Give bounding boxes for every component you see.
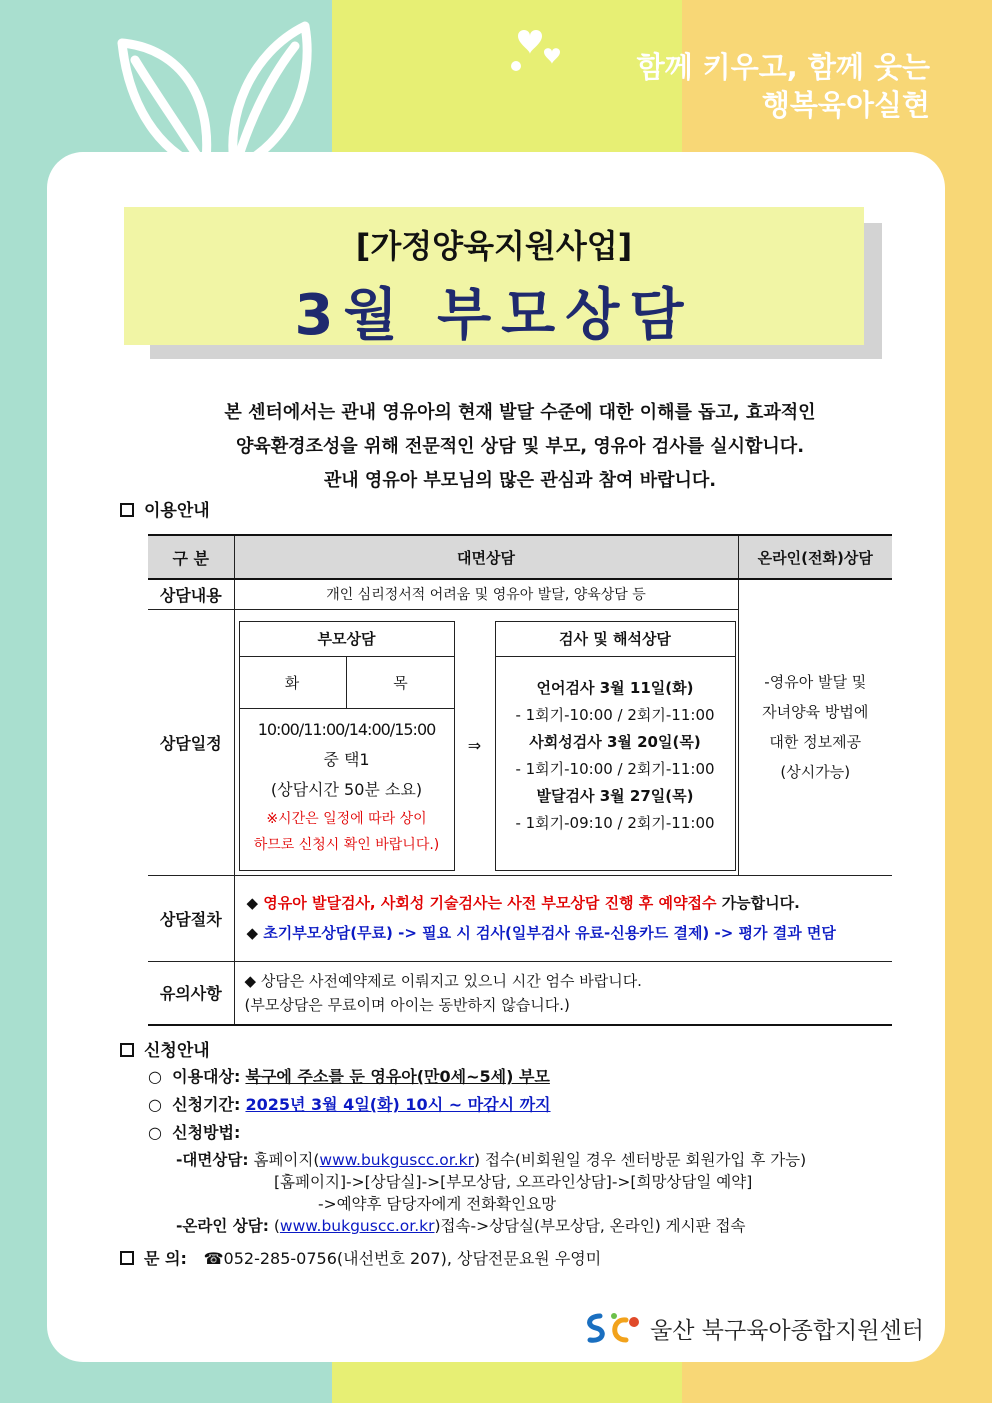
duration-text: (상담시간 50분 소요) bbox=[270, 780, 423, 799]
row-label-schedule: 상담일정 bbox=[148, 609, 234, 875]
hearts-icon bbox=[508, 22, 570, 72]
apply-face bbox=[176, 1148, 806, 1170]
note-1: 상담은 사전예약제로 이뤄지고 있으니 시간 엄수 바랍니다. bbox=[260, 971, 642, 990]
times-text: 10:00/11:00/14:00/15:00 bbox=[257, 720, 436, 739]
online-info bbox=[738, 579, 892, 875]
test-list bbox=[495, 669, 736, 837]
contact-text: 052-285-0756(내선번호 207), 상담전문요원 우영미 bbox=[223, 1249, 602, 1268]
intro-text bbox=[120, 396, 920, 498]
checkbox-square-icon bbox=[120, 503, 134, 517]
schedule-box bbox=[235, 611, 738, 873]
test-head: 검사 및 해석상담 bbox=[495, 621, 736, 657]
target-value: 북구에 주소를 둔 영유아(만0세~5세) 부모 bbox=[245, 1067, 550, 1086]
page-title: 3월 부모상담 bbox=[294, 283, 694, 348]
online-key: -온라인 상담: bbox=[176, 1217, 269, 1235]
footer-org-name: 울산 북구육아종합지원센터 bbox=[650, 1318, 924, 1344]
online-line-1: -영유아 발달 및 bbox=[764, 673, 867, 692]
day-thu: 목 bbox=[347, 657, 455, 709]
table-row bbox=[148, 875, 892, 961]
phone-icon: ☎ bbox=[203, 1249, 224, 1268]
target-key: 이용대상: bbox=[172, 1067, 241, 1086]
online-line-4: (상시가능) bbox=[780, 763, 851, 782]
face-pre: 홈페이지( bbox=[253, 1151, 320, 1169]
online-line-3: 대한 정보제공 bbox=[769, 733, 862, 752]
apply-period bbox=[148, 1092, 551, 1115]
test1-time: - 1회기-10:00 / 2회기-11:00 bbox=[515, 706, 715, 724]
section-apply-label: 신청안내 bbox=[144, 1041, 210, 1061]
apply-method bbox=[148, 1120, 240, 1143]
contact-label: 문 의: bbox=[144, 1249, 187, 1268]
face-line-2: [홈페이지]->[상담실]->[부모상담, 오프라인상담]->[희망상담일 예약] bbox=[274, 1173, 753, 1191]
header-online: 온라인(전화)상담 bbox=[738, 535, 892, 579]
procedure-line-1: ◆ 영유아 발달검사, 사회성 기술검사는 사전 부모상담 진행 후 예약접수 가능합니다. bbox=[246, 894, 800, 912]
period-key: 신청기간: bbox=[172, 1095, 241, 1114]
section-apply-heading bbox=[120, 1036, 210, 1061]
procedure-rest: 가능합니다. bbox=[716, 894, 800, 912]
test2-title: 사회성검사 3월 20일(목) bbox=[529, 733, 701, 751]
homepage-link[interactable]: www.bukguscc.or.kr bbox=[319, 1151, 475, 1169]
slogan-line-1: 함께 키우고, 함께 웃는 bbox=[636, 50, 930, 84]
row-label-content: 상담내용 bbox=[148, 579, 234, 609]
homepage-link-2[interactable]: www.bukguscc.or.kr bbox=[279, 1217, 435, 1235]
content-value: 개인 심리정서적 어려움 및 영유아 발달, 양육상담 등 bbox=[234, 579, 738, 609]
face-key: -대면상담: bbox=[176, 1151, 249, 1169]
section-usage-heading bbox=[120, 496, 210, 521]
info-table bbox=[148, 534, 892, 1026]
test2-time: - 1회기-10:00 / 2회기-11:00 bbox=[515, 760, 715, 778]
title-program: [가정양육지원사업] bbox=[355, 227, 633, 265]
test3-time: - 1회기-09:10 / 2회기-11:00 bbox=[515, 814, 715, 832]
method-key: 신청방법: bbox=[172, 1123, 241, 1142]
title-box bbox=[124, 207, 864, 348]
apply-target bbox=[148, 1064, 550, 1087]
online-pre: ( bbox=[273, 1217, 280, 1235]
table-row bbox=[148, 961, 892, 1025]
schedule-cell bbox=[234, 609, 738, 875]
parent-consult-head: 부모상담 bbox=[239, 621, 455, 657]
checkbox-square-icon bbox=[120, 1251, 134, 1265]
row-label-procedure: 상담절차 bbox=[148, 875, 234, 961]
apply-online bbox=[176, 1214, 745, 1236]
checkbox-square-icon bbox=[120, 1043, 134, 1057]
face-post: ) 접수(비회원일 경우 센터방문 회원가입 후 가능) bbox=[474, 1151, 807, 1169]
slogan-line-2: 행복육아실현 bbox=[761, 88, 930, 122]
circle-bullet-icon: ○ bbox=[148, 1095, 173, 1114]
circle-bullet-icon: ○ bbox=[148, 1067, 173, 1086]
note-line-1: ◆ 상담은 사전예약제로 이뤄지고 있으니 시간 엄수 바랍니다. bbox=[244, 971, 642, 990]
test1-title: 언어검사 3월 11일(화) bbox=[536, 679, 694, 697]
online-line-2: 자녀양육 방법에 bbox=[762, 703, 869, 722]
online-post: )접속->상담실(부모상담, 온라인) 게시판 접속 bbox=[434, 1217, 746, 1235]
arrow-icon: ⇒ bbox=[467, 736, 482, 755]
notes-cell bbox=[234, 961, 892, 1025]
row-label-notes: 유의사항 bbox=[148, 961, 234, 1025]
table-row bbox=[148, 579, 892, 609]
circle-bullet-icon: ○ bbox=[148, 1123, 173, 1142]
section-usage-label: 이용안내 bbox=[144, 501, 210, 521]
caution-line-2: 하므로 신청시 확인 바랍니다.) bbox=[253, 837, 440, 853]
intro-line-2: 양육환경조성을 위해 전문적인 상담 및 부모, 영유아 검사를 실시합니다. bbox=[235, 436, 805, 457]
procedure-line-2: ◆ 초기부모상담(무료) -> 필요 시 검사(일부검사 유료-신용카드 결제) -> 평가 결과 면담 bbox=[246, 924, 836, 942]
header-gubun: 구 분 bbox=[148, 535, 234, 579]
intro-line-1: 본 센터에서는 관내 영유아의 현재 발달 수준에 대한 이해를 돕고, 효과적인 bbox=[224, 402, 816, 423]
intro-line-3: 관내 영유아 부모님의 많은 관심과 참여 바랍니다. bbox=[323, 470, 717, 491]
day-tue: 화 bbox=[239, 657, 347, 709]
table-header-row bbox=[148, 535, 892, 579]
test3-title: 발달검사 3월 27일(목) bbox=[536, 787, 694, 805]
header-face: 대면상담 bbox=[234, 535, 738, 579]
caution-line-1: ※시간은 일정에 따라 상이 bbox=[266, 811, 427, 827]
procedure-cell bbox=[234, 875, 892, 961]
face-line-3: ->예약후 담당자에게 전화확인요망 bbox=[318, 1195, 557, 1213]
note-line-2: (부모상담은 무료이며 아이는 동반하지 않습니다.) bbox=[244, 995, 570, 1014]
procedure-flow: 초기부모상담(무료) -> 필요 시 검사(일부검사 유료-신용카드 결제) -> 평가 결과 면담 bbox=[263, 924, 836, 942]
center-logo-icon bbox=[582, 1310, 644, 1346]
period-value: 2025년 3월 4일(화) 10시 ~ 마감시 까지 bbox=[245, 1095, 551, 1114]
slogan bbox=[637, 48, 930, 124]
parent-times bbox=[239, 715, 455, 857]
choose-text: 중 택1 bbox=[323, 750, 370, 769]
contact-line bbox=[120, 1246, 601, 1269]
procedure-red: 영유아 발달검사, 사회성 기술검사는 사전 부모상담 진행 후 예약접수 bbox=[263, 894, 717, 912]
